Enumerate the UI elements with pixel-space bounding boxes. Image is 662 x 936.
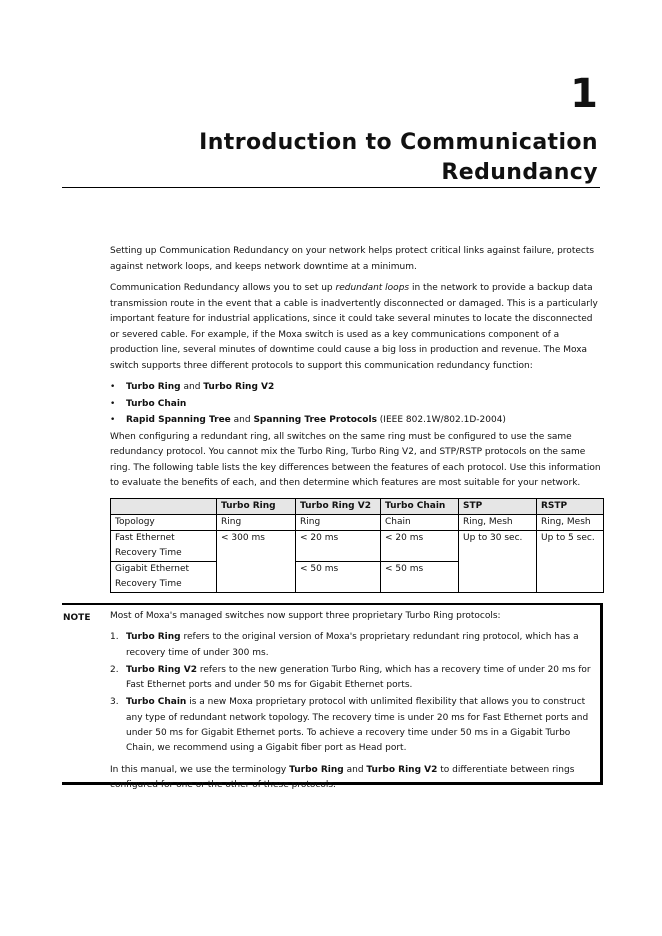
table-cell: < 20 ms (296, 530, 381, 561)
list-item: • Turbo Ring and Turbo Ring V2 (110, 380, 602, 396)
note-list (110, 630, 601, 756)
intro-paragraph-2: Communication Redundancy allows you to set up redundant loops in the network to provide a backup data transmission route in the event that a cable is inadvertently disconnected or damaged. This is a particularly important feature for industrial applications, since it could take several minutes to locate the disconnected or severed cable. For example, if the Moxa switch is used as a key communications component of a production line, several minutes of downtime could cause a big loss in production and revenue. The Moxa switch supports three different protocols to support this communication redundancy function: (110, 283, 598, 371)
intro-paragraph-1: Setting up Communication Redundancy on your network helps protect critical links against failure, protects against network loops, and keeps network downtime at a minimum. (110, 246, 595, 272)
list-item: 2. Turbo Ring V2 refers to the new generation Turbo Ring, which has a recovery time of under 20 ms for Fast Ethernet ports and under 50 ms for Gigabit Ethernet ports. (110, 664, 591, 691)
table-cell: Fast Ethernet Recovery Time (111, 530, 217, 561)
header-cell (111, 498, 217, 514)
table-row (111, 514, 604, 530)
table-cell: Chain (381, 514, 459, 530)
protocol-list (110, 380, 602, 429)
list-item: • Rapid Spanning Tree and Spanning Tree Protocols (IEEE 802.1W/802.1D-2004) (110, 413, 602, 429)
bullet-icon: • (110, 382, 116, 392)
header-cell: Turbo Chain (381, 498, 459, 514)
table-cell: < 20 ms (381, 530, 459, 561)
table-cell: Ring, Mesh (537, 514, 604, 530)
chapter-number: 1 (570, 71, 598, 117)
table-cell: Up to 5 sec. (537, 530, 604, 592)
table-cell: Gigabit Ethernet Recovery Time (111, 561, 217, 592)
table-cell: < 50 ms (296, 561, 381, 592)
note-intro: Most of Moxa's managed switches now support three proprietary Turbo Ring protocols: (110, 611, 501, 621)
bullet-icon: • (110, 398, 116, 409)
table-row (111, 530, 604, 561)
protocol-comparison-table (110, 498, 604, 593)
table-cell: Up to 30 sec. (459, 530, 537, 592)
header-cell: Turbo Ring (217, 498, 296, 514)
header-cell: Turbo Ring V2 (296, 498, 381, 514)
header-cell: RSTP (537, 498, 604, 514)
intro-paragraph-3: When configuring a redundant ring, all switches on the same ring must be configured to use the same redundancy protocol. You cannot mix the Turbo Ring, Turbo Ring V2, and STP/RSTP protocols on the same ring. The following table lists the key differences between the features of each protocol. Use this information to evaluate the benefits of each, and then determine which features are most suitable for your network. (110, 431, 601, 488)
table-cell: < 300 ms (217, 530, 296, 592)
note-label: NOTE (63, 613, 91, 623)
list-item: 3. Turbo Chain is a new Moxa proprietary protocol with unlimited flexibility that allows you to construct any type of redundant network topology. The recovery time is under 20 ms for Fast Ethernet ports and under 50 ms for Gigabit Ethernet ports. To achieve a recovery time under 50 ms in a Gigabit Turbo Chain, we recommend using a Gigabit fiber port as Head port. (110, 697, 589, 754)
note-outro: In this manual, we use the terminology Turbo Ring and Turbo Ring V2 to differentiate between rings configured for one or the other of these protocols. (110, 764, 575, 790)
intro-section (110, 244, 602, 593)
table-cell: < 50 ms (381, 561, 459, 592)
table-cell: Ring, Mesh (459, 514, 537, 530)
list-item: 1. Turbo Ring refers to the original version of Moxa's proprietary redundant ring protocol, which has a recovery time of under 300 ms. (110, 632, 579, 658)
table-header-row (111, 498, 604, 514)
list-item: • Turbo Chain (110, 397, 602, 413)
table-cell: Topology (111, 514, 217, 530)
title-rule (62, 187, 600, 188)
note-body (110, 609, 601, 799)
redundant-loops-term: redundant loops (335, 283, 410, 293)
table-cell: Ring (217, 514, 296, 530)
table-cell: Ring (296, 514, 381, 530)
header-cell: STP (459, 498, 537, 514)
chapter-title: Introduction to Communication Redundancy (199, 130, 598, 185)
bullet-icon: • (110, 415, 116, 425)
